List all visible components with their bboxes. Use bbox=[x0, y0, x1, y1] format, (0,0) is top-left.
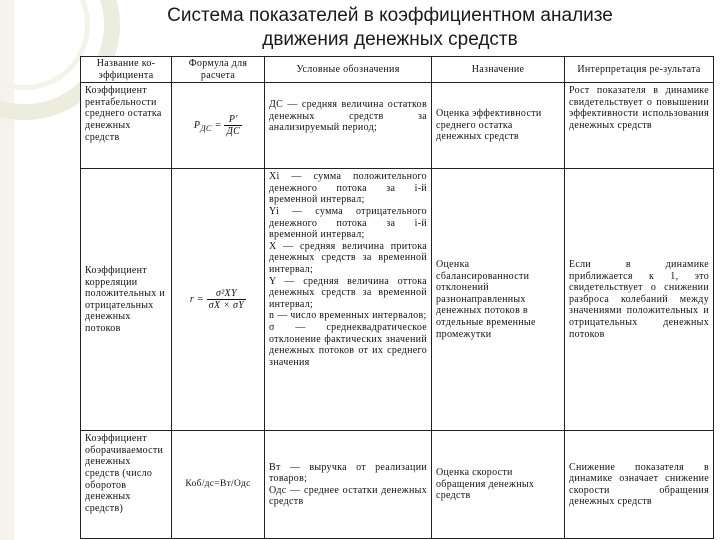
table-header-row bbox=[81, 57, 714, 83]
row1-purpose: Оценка эффективности среднего остатка денежных средств bbox=[432, 83, 565, 169]
row3-interpretation: Снижение показателя в динамике означает снижение скорости обращения денежных средств bbox=[565, 431, 714, 539]
notation-line: Yi — сумма отрицательного денежного потока за i-й временной интервал; bbox=[269, 205, 427, 241]
row2-notation bbox=[265, 169, 432, 431]
row3-notation bbox=[265, 431, 432, 539]
table-row bbox=[81, 431, 714, 539]
header-formula: Формула для расчета bbox=[172, 57, 265, 83]
slide-title bbox=[100, 4, 680, 52]
row2-purpose: Оценка сбалансированности отклонений разнонаправленных денежных потоков в отдельные временные промежутки bbox=[432, 169, 565, 431]
table-row bbox=[81, 83, 714, 169]
row3-purpose: Оценка скорости обращения денежных средств bbox=[432, 431, 565, 539]
row2-formula bbox=[172, 169, 265, 431]
formula-rds: $Р_{ДС}$ = $\frac{Р'}{ДС}$ bbox=[193, 113, 241, 138]
table-row bbox=[81, 169, 714, 431]
row1-notation: ДС — средняя величина остатков денежных средств за анализируемый период; bbox=[265, 83, 432, 169]
header-notation: Условные обозначения bbox=[265, 57, 432, 83]
notation-line: Y — средняя величина оттока денежных средств за временной интервал; bbox=[269, 275, 427, 310]
notation-line: Одс — среднее остатки денежных средств bbox=[269, 484, 427, 508]
formula-turnover: Коб/дс=Вт/Одс bbox=[185, 479, 251, 490]
notation-line: X — средняя величина притока денежных средств за временной интервал; bbox=[269, 240, 427, 275]
formula-correlation: r = $\frac{\text{σ²XY}}{\sigma X \times \sigma Y}$ bbox=[189, 287, 245, 312]
notation-line: Вт — выручка от реализации товаров; bbox=[269, 461, 427, 485]
slide-title-line-2: движения денежных средств bbox=[262, 29, 518, 50]
notation-line: Xi — сумма положительного денежного потока за i-й временной интервал; bbox=[269, 171, 427, 206]
row2-interpretation: Если в динамике приближается к 1, это свидетельствует о снижении разброса колебаний между значениями положительных и отрицательных денежных потоков bbox=[565, 169, 714, 431]
row3-formula bbox=[172, 431, 265, 539]
header-name: Название ко-эффициента bbox=[81, 57, 172, 83]
scanned-table-page bbox=[80, 56, 713, 540]
row3-name: Коэффициент оборачиваемости денежных средств (число оборотов денежных средств) bbox=[81, 431, 172, 539]
header-interpretation: Интерпретация ре-зультата bbox=[565, 57, 714, 83]
ratio-table bbox=[80, 56, 714, 539]
row1-interpretation: Рост показателя в динамике свидетельствует о повышении эффективности использования денежных средств bbox=[565, 83, 714, 169]
header-purpose: Назначение bbox=[432, 57, 565, 83]
slide-title-line-1: Система показателей в коэффициентном анализе bbox=[167, 5, 613, 26]
notation-line: σ — среднеквадратическое отклонение фактических значений денежных потоков от их среднего значения bbox=[269, 321, 427, 368]
row1-name: Коэффициент рентабельности среднего остатка денежных средств bbox=[81, 83, 172, 169]
notation-line: n — число временных интервалов; bbox=[269, 310, 427, 322]
row1-formula bbox=[172, 83, 265, 169]
row2-name: Коэффициент корреляции положительных и отрицательных денежных потоков bbox=[81, 169, 172, 431]
